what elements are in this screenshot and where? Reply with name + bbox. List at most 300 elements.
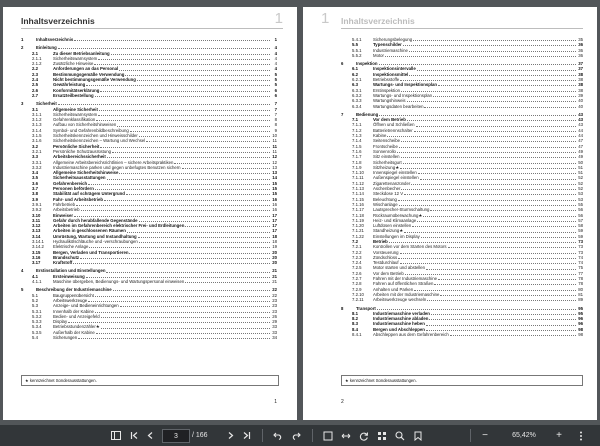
toc-entry-title: Testdurchlauf: [373, 260, 399, 266]
legend-note: ★ kennzeichnet Sonderausstattungen.: [21, 375, 279, 386]
toc-entry[interactable]: [341, 332, 583, 337]
toc-entry-title: Sicherungsbelegung: [373, 37, 413, 42]
toc-dot-leader: [119, 70, 270, 71]
toc-entry-title: Bergen, Verladen und Transportieren: [53, 249, 129, 255]
toc-entry-page: 15: [272, 180, 277, 186]
legend-note: ★ kennzeichnet Sonderausstattungen.: [341, 375, 583, 386]
toc-entry-number: 5.3.3: [32, 319, 42, 325]
toc-entry-page: 18: [272, 238, 277, 244]
toc-entry-number: 3.1.4: [32, 127, 42, 133]
toc-entry-title: Persönliche Sicherheit: [53, 143, 100, 149]
toc-entry-title: Wartungs- und Inspektionsplan: [373, 82, 438, 88]
toc-entry-page: 53: [578, 196, 583, 202]
toc-entry-number: 3.9: [32, 196, 38, 202]
toc-entry-title: Gewährleistung: [53, 82, 86, 88]
toc-entry-page: 43: [578, 122, 583, 128]
toc-entry-title: Betriebsstoffe: [373, 77, 400, 83]
toc-entry-number: 7.1.13: [352, 186, 364, 192]
toc-entry-page: 1: [274, 37, 277, 42]
toc-entry-page: 23: [272, 297, 277, 303]
toc-dot-leader: [86, 277, 270, 278]
toc-entry-number: 7.2.4: [352, 260, 362, 266]
toc-dot-leader: [403, 45, 576, 46]
toc-entry-title: Transport: [356, 305, 376, 311]
toc-entry-number: 7.1.18: [352, 212, 364, 218]
toc-dot-leader: [138, 237, 270, 238]
pdf-viewer-toolbar: [0, 425, 600, 446]
toc-entry-title: Ersteinweisung: [53, 273, 85, 279]
toc-entry-page: 11: [272, 143, 277, 149]
undo-icon[interactable]: [272, 430, 284, 441]
toc-dot-leader: [120, 306, 270, 307]
toc-dot-leader: [89, 247, 270, 248]
toc-entry-title: Zu dieser Betriebsanleitung: [53, 50, 110, 56]
toc-dot-leader: [430, 210, 576, 211]
toc-entry-number: 5.4.1: [352, 37, 362, 42]
toc-entry-number: 7.2.9: [352, 286, 362, 292]
previous-page-icon[interactable]: [144, 430, 156, 441]
toc-entry-title: Ersatzteilbestellung: [53, 92, 94, 98]
toc-dot-leader: [427, 300, 576, 301]
toc-entry-page: 50: [578, 159, 583, 165]
toc-entry-page: 73: [578, 244, 583, 250]
toc-dot-leader: [413, 40, 576, 41]
first-page-icon[interactable]: [128, 430, 140, 441]
toc-entry-title: Standheizung★: [373, 228, 404, 234]
toc-entry-number: 7.1.15: [352, 196, 364, 202]
toc-entry-number: 7: [341, 111, 344, 117]
toc-entry-title: Wartungs- und Inspektionsplan: [373, 92, 433, 98]
toc-dot-leader: [76, 205, 270, 206]
toc-entry-page: 44: [578, 127, 583, 133]
toc-entry-title: Inspektionsintervalle: [373, 66, 416, 72]
toc-entry-number: 3.14: [32, 233, 41, 239]
toc-entry-title: Luftdüsen einstellen: [373, 223, 412, 229]
toc-dot-leader: [387, 136, 576, 137]
toc-entry-page: 74: [578, 260, 583, 266]
toc-entry-number: 7.1.9: [352, 164, 362, 170]
toc-entry-title: Industriemaschine verladen: [373, 310, 430, 316]
toc-entry-number: 6.3.3: [352, 98, 362, 104]
toc-entry-title: Arbeitswerkzeuge wechseln: [373, 297, 427, 303]
toc-dot-leader: [95, 296, 270, 297]
toc-entry-number: 7.1.7: [352, 154, 362, 160]
toc-entry-number: 6: [341, 61, 344, 67]
toc-entry-title: Sicherheitskennzeichen und Hinweisschilder: [53, 133, 138, 139]
toc-dot-leader: [409, 75, 576, 76]
page-count: / 166: [192, 432, 208, 439]
toc-entry-page: 33: [272, 329, 277, 335]
toc-entry-number: 5.3.5: [32, 329, 42, 335]
toc-entry-number: 3.3.2: [32, 164, 42, 170]
toc-dot-leader: [429, 319, 576, 320]
toc-dot-leader: [104, 200, 270, 201]
page-number: 1: [274, 399, 277, 405]
toc-entry-title: Sicherheitsausstattungen: [53, 175, 106, 181]
toc-entry-page: 21: [272, 279, 277, 285]
toc-entry-title: Elektrische Anlage: [53, 244, 89, 250]
toc-entry-page: 43: [578, 117, 583, 123]
fit-page-icon[interactable]: [322, 430, 334, 441]
toc-entry-page: 55: [578, 201, 583, 207]
more-options-icon[interactable]: [574, 430, 588, 441]
toc-entry-page: 56: [578, 212, 583, 218]
toc-entry-page: 38: [578, 82, 583, 88]
toc-dot-leader: [98, 59, 270, 60]
toc-entry-page: 95: [578, 310, 583, 316]
toc-entry-number: 8.3: [352, 321, 358, 327]
toc-entry-number: 3.14.1: [32, 238, 44, 244]
toc-dot-leader: [73, 263, 270, 264]
toc-entry-number: 3.2: [32, 143, 38, 149]
toc-entry[interactable]: [21, 335, 277, 340]
toc-entry-page: 51: [578, 164, 583, 170]
toc-entry-title: Innenspiegel einstellen: [373, 170, 417, 176]
toc-entry-page: 75: [578, 265, 583, 271]
toc-entry-number: 5.1: [32, 292, 38, 298]
toc-entry-page: 15: [272, 191, 277, 197]
header-rule: [21, 28, 283, 29]
toc-dot-leader: [377, 309, 576, 310]
toc-entry-number: 3.3.1: [32, 159, 42, 165]
toc-dot-leader: [139, 242, 270, 243]
rotate-icon[interactable]: [358, 430, 370, 441]
toc-dot-leader: [78, 338, 270, 339]
toc-entry-page: 22: [272, 292, 277, 298]
toc-dot-leader: [448, 247, 576, 248]
toc-entry-page: 95: [578, 305, 583, 311]
toc-dot-leader: [397, 152, 576, 153]
toc-dot-leader: [101, 328, 270, 329]
toc-entry-title: Personen befördern: [53, 186, 94, 192]
toc-entry-number: 3.1.1: [32, 111, 42, 117]
toc-entry-number: 3.8: [32, 191, 38, 197]
toc-dot-leader: [414, 290, 576, 291]
toc-entry-page: 59: [578, 228, 583, 234]
toc-entry-title: Einstellungen im Display: [373, 233, 420, 239]
toc-entry-title: Typenschilder: [373, 42, 402, 48]
toc-entry-number: 3.7: [32, 186, 38, 192]
toc-entry-title: Beleuchtung: [373, 196, 397, 202]
toc-entry-title: Arbeitsbereichssicherheit: [53, 154, 106, 160]
toc-entry-page: 8: [274, 117, 277, 123]
toc-entry-number: 6.3: [352, 82, 358, 88]
toc-entry-page: 14: [272, 175, 277, 181]
toc-entry-number: 7.1.16: [352, 201, 364, 207]
page-header: [303, 7, 597, 35]
toc-entry-page: 78: [578, 276, 583, 282]
toc-dot-leader: [385, 56, 576, 57]
toc-entry-page: 21: [272, 268, 277, 274]
toc-entry-page: 9: [274, 127, 277, 133]
toc-entry-number: 7.2.6: [352, 270, 362, 276]
toc-list: [341, 37, 583, 337]
grid-view-icon[interactable]: [376, 430, 388, 441]
toc-entry-title: Anhalten und Parken: [373, 286, 414, 292]
toc-entry-title: Industriemaschine: [373, 47, 408, 53]
toc-entry-number: 7.1.22: [352, 233, 364, 239]
toc-entry-number: 5.4: [32, 335, 38, 341]
toc-dot-leader: [88, 184, 270, 185]
toc-dot-leader: [401, 157, 576, 158]
toc-entry-title: Bestimmungsgemäße Verwendung: [53, 71, 125, 77]
toc-entry-number: 3.6: [32, 180, 38, 186]
toc-entry-number: 3.13: [32, 228, 41, 234]
toc-dot-leader: [407, 120, 576, 121]
toc-dot-leader: [95, 312, 270, 313]
toc-entry-page: 22: [272, 287, 277, 293]
redo-icon[interactable]: [290, 430, 302, 441]
toc-entry-title: Vor dem Betrieb: [373, 270, 404, 276]
toc-entry-title: Persönliche Schutzausrüstung: [53, 148, 112, 154]
toolbar-separator: [470, 429, 471, 442]
toc-entry-page: 58: [578, 223, 583, 229]
toc-entry-page: 13: [272, 164, 277, 170]
zoom-in-button[interactable]: +: [556, 430, 562, 441]
toc-dot-leader: [112, 152, 270, 153]
toc-dot-leader: [405, 274, 576, 275]
toc-entry-title: Arbeitsbetrieb: [53, 207, 80, 213]
toc-entry-page: 59: [578, 233, 583, 239]
toc-entry-page: 20: [272, 249, 277, 255]
toc-dot-leader: [94, 64, 270, 65]
toc-dot-leader: [426, 330, 576, 331]
toc-dot-leader: [127, 232, 270, 233]
toc-entry-page: 38: [578, 71, 583, 77]
bookmark-icon[interactable]: [412, 430, 424, 441]
toc-entry-number: 7.1.4: [352, 138, 362, 144]
toc-entry-title: Bedienung: [356, 111, 379, 117]
toc-entry-title: Gefahrenbereich: [53, 180, 88, 186]
toc-entry-title: Lautsprecher-Sturmschaltung: [373, 207, 430, 213]
zoom-out-button[interactable]: −: [482, 430, 488, 441]
toc-dot-leader: [113, 290, 270, 291]
toc-dot-leader: [126, 194, 270, 195]
toc-entry-title: Sicherheit: [36, 101, 57, 107]
toc-entry-number: 7.2: [352, 238, 358, 244]
toc-entry-number: 7.2.5: [352, 265, 362, 271]
toc-dot-leader: [125, 75, 270, 76]
toc-entry-title: Öffnen und Schließen: [373, 122, 415, 128]
fit-width-icon[interactable]: [340, 430, 352, 441]
toggle-sidebar-icon[interactable]: [110, 430, 122, 441]
next-page-icon[interactable]: [224, 430, 236, 441]
toc-entry-page: 12: [272, 154, 277, 160]
toc-entry-title: Heiz- und Klimaanlage: [373, 217, 417, 223]
toc-entry-number: 7.1.19: [352, 217, 364, 223]
toc-entry-page: 40: [578, 103, 583, 109]
toc-entry-title: Brandschutz: [53, 254, 80, 260]
toc-dot-leader: [88, 301, 270, 302]
toc-dot-leader: [400, 80, 576, 81]
toc-dot-leader: [412, 226, 576, 227]
toc-entry-number: 5.3: [32, 303, 38, 309]
toc-entry-page: 40: [578, 98, 583, 104]
page-number-input[interactable]: 3: [162, 429, 190, 443]
toc-entry-title: Anforderungen an das Personal: [53, 66, 119, 72]
toc-dot-leader: [398, 200, 576, 201]
toc-dot-leader: [101, 317, 270, 318]
toc-entry-title: Fahr- und Arbeitsbetrieb: [53, 196, 103, 202]
toc-entry-number: 7.1.8: [352, 159, 362, 165]
toc-dot-leader: [117, 126, 270, 127]
toc-entry-title: Aschenbecher: [373, 186, 401, 192]
toc-entry-page: 7: [274, 106, 277, 112]
toc-entry-page: 44: [578, 133, 583, 139]
toc-dot-leader: [414, 131, 576, 132]
toc-entry-number: 2.2: [32, 66, 38, 72]
toc-entry-number: 3.1.2: [32, 117, 42, 123]
toc-dot-leader: [58, 48, 270, 49]
toc-entry-page: 77: [578, 270, 583, 276]
toc-entry-number: 5.2: [32, 297, 38, 303]
toc-entry-title: Betriebsstundenzähler★: [53, 324, 100, 330]
toc-dot-leader: [129, 253, 270, 254]
toc-entry-title: Steckdose 12 V: [373, 191, 404, 197]
toc-entry-title: Kabine: [373, 133, 387, 139]
toc-entry-title: Stabilität auf schrägem Untergrund: [53, 191, 125, 197]
toc-entry-number: 2.1.1: [32, 55, 42, 61]
toc-entry-page: 16: [272, 207, 277, 213]
toc-entry-page: 49: [578, 154, 583, 160]
toc-entry-number: 3.1.3: [32, 122, 42, 128]
toc-entry-number: 7.2.10: [352, 291, 364, 297]
toc-entry-page: 33: [272, 324, 277, 330]
toc-entry-title: Betrieb: [373, 238, 388, 244]
toc-entry-number: 6.3.2: [352, 92, 362, 98]
toc-dot-leader: [438, 279, 576, 280]
toc-dot-leader: [74, 216, 270, 217]
chapter-number: 1: [321, 10, 330, 27]
toc-entry-number: 5: [21, 287, 24, 293]
toc-dot-leader: [96, 333, 270, 334]
toc-entry-page: 47: [578, 143, 583, 149]
toc-entry-number: 7.1.11: [352, 175, 364, 181]
toc-dot-leader: [119, 173, 270, 174]
toc-dot-leader: [426, 325, 576, 326]
toc-entry-title: Erstinspektion: [373, 87, 400, 93]
toc-entry-number: 1: [21, 37, 24, 42]
toc-entry-number: 4.1.1: [32, 279, 42, 285]
toc-entry-title: Wartungshinweis: [373, 98, 406, 104]
toc-entry-page: 81: [578, 291, 583, 297]
toc-entry-title: Umrüstung, Wartung und Instandhaltung: [53, 233, 137, 239]
toc-entry-page: 18: [272, 233, 277, 239]
toc-entry-title: Rückraumüberwachung★: [373, 212, 423, 218]
toc-dot-leader: [399, 205, 576, 206]
toc-dot-leader: [423, 216, 576, 217]
toc-entry-page: 35: [578, 37, 583, 42]
toc-entry-title: Sonnenrollo: [373, 148, 396, 154]
toc-entry-number: 6.3.4: [352, 103, 362, 109]
toc-dot-leader: [399, 147, 576, 148]
toc-entry-title: Symbol- und Gefahrenbildbeschreibung: [53, 127, 129, 133]
toc-entry-number: 7.1.10: [352, 170, 364, 176]
last-page-icon[interactable]: [240, 430, 252, 441]
toc-dot-leader: [438, 85, 576, 86]
toc-entry-number: 3.3: [32, 154, 38, 160]
toc-entry-page: 36: [578, 47, 583, 53]
toolbar-separator: [312, 429, 313, 442]
toc-entry-title: Sicherheitswarnsystem: [53, 55, 98, 61]
page-number: 2: [341, 399, 344, 405]
toc-entry-page: 20: [272, 260, 277, 266]
toc-entry-title: Allgemeine Arbeitsbereichsrichtlinien – sichere Arbeitspraktiken: [53, 159, 174, 165]
toolbar-separator: [262, 429, 263, 442]
toc-entry-number: 7.1.3: [352, 133, 362, 139]
toc-dot-leader: [401, 189, 576, 190]
toc-entry-number: 3.10: [32, 212, 41, 218]
toc-dot-leader: [95, 96, 270, 97]
toc-entry-page: 6: [274, 92, 277, 98]
toc-dot-leader: [95, 189, 270, 190]
toc-entry-number: 2.4: [32, 77, 38, 83]
toc-entry-number: 2.5: [32, 82, 38, 88]
toc-entry-page: 80: [578, 286, 583, 292]
toc-entry-title: Motor starten und abstellen: [373, 265, 426, 271]
toc-dot-leader: [130, 131, 270, 132]
zoom-level[interactable]: 65,42%: [512, 432, 536, 439]
toc-entry-number: 4.1: [32, 273, 38, 279]
toc-entry-page: 21: [272, 273, 277, 279]
toc-dot-leader: [106, 272, 270, 273]
toc-entry-number: 7.2.8: [352, 281, 362, 287]
toc-entry-title: Außerhalb der Kabine: [53, 329, 95, 335]
toc-dot-leader: [431, 314, 576, 315]
toc-dot-leader: [416, 126, 577, 127]
toc-entry-number: 3.1.5: [32, 133, 42, 139]
chapter-number: 1: [274, 10, 283, 27]
toc-entry-title: Inspektionsmittel: [373, 71, 409, 77]
toc-entry-page: 52: [578, 175, 583, 181]
toc-entry-title: Nicht bestimmungsgemäße Verwendung: [53, 77, 136, 83]
toc-entry-page: 20: [272, 254, 277, 260]
toc-entry-page: 19: [272, 244, 277, 250]
toc-entry-title: Vor dem Betrieb: [373, 117, 406, 123]
toc-entry-title: Abschleppen aus dem Gefahrenbereich: [373, 332, 449, 338]
toc-dot-leader: [434, 284, 576, 285]
toc-entry-page: 52: [578, 186, 583, 192]
toc-entry-page: 7: [274, 101, 277, 107]
toc-entry-number: 6.2: [352, 71, 358, 77]
header-rule: [341, 28, 583, 29]
toc-dot-leader: [99, 110, 270, 111]
toc-dot-leader: [379, 64, 577, 65]
toc-entry-title: Wartungsdaten bearbeiten: [373, 103, 424, 109]
toc-entry-page: 23: [272, 308, 277, 314]
toc-entry-page: 37: [578, 66, 583, 72]
toc-entry-page: 49: [578, 148, 583, 154]
search-icon[interactable]: [394, 430, 406, 441]
toc-dot-leader: [398, 258, 576, 259]
toc-entry-page: 51: [578, 170, 583, 176]
toc-dot-leader: [137, 80, 270, 81]
pdf-page-right: [303, 7, 597, 420]
toc-entry-page: 36: [578, 42, 583, 48]
toc-dot-leader: [401, 141, 576, 142]
toc-entry-page: 15: [272, 186, 277, 192]
toc-entry-title: Arbeitswerkzeuge: [53, 297, 88, 303]
toc-entry-title: Industriemaschine abladen: [373, 316, 429, 322]
toc-dot-leader: [433, 96, 576, 97]
toc-dot-leader: [139, 221, 270, 222]
toc-entry-title: Maschine übergeben, Bedienungs- und Wartungspersonal einweisen: [53, 279, 185, 285]
toc-dot-leader: [58, 104, 270, 105]
toc-entry-page: 96: [578, 316, 583, 322]
toc-entry-title: Sitzheizung★: [373, 164, 400, 170]
toc-entry-number: 5.5.1: [352, 47, 362, 53]
toc-entry-number: 3.1: [32, 106, 38, 112]
